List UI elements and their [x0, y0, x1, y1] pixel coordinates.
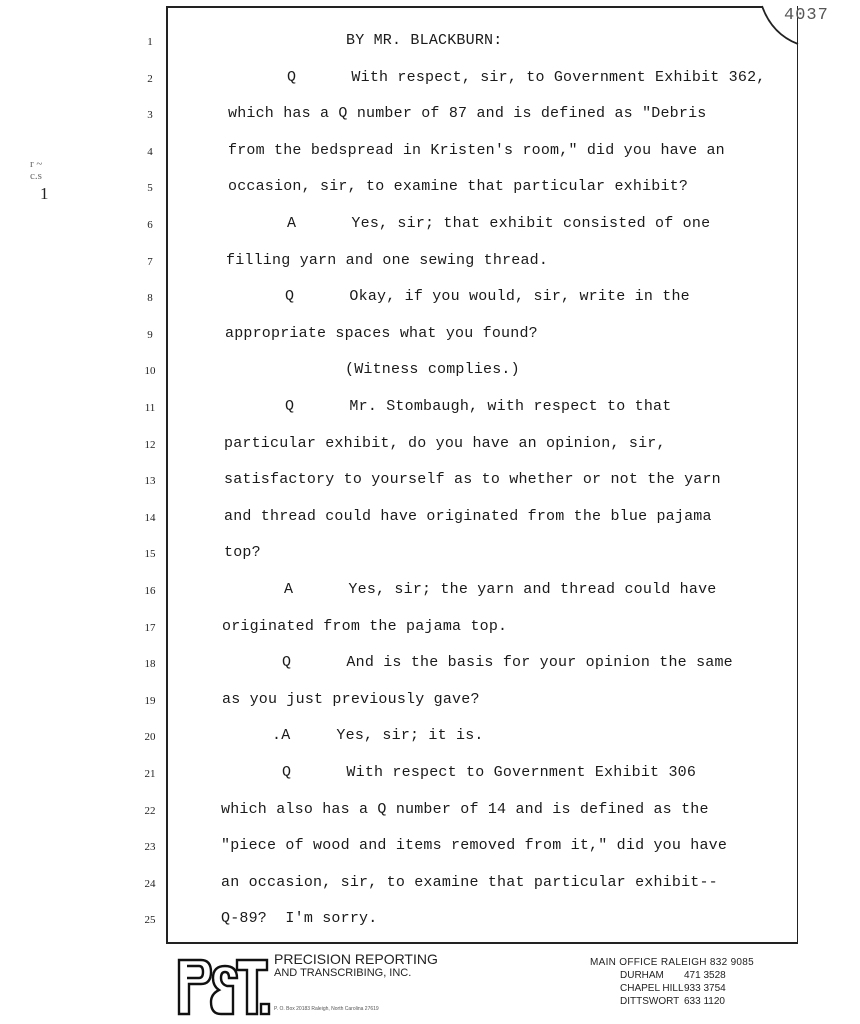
margin-note-top: r ~: [30, 158, 43, 170]
transcript-line: [0, 874, 860, 898]
line-number: 17: [144, 622, 156, 634]
line-number: 11: [144, 402, 156, 414]
line-number: 7: [147, 256, 153, 268]
line-text: appropriate spaces what you found?: [225, 325, 538, 342]
office-city: CHAPEL HILL: [620, 983, 684, 994]
transcript-line: [0, 252, 860, 276]
transcript-line: [0, 32, 860, 56]
transcript-line: [0, 581, 860, 605]
line-text: as you just previously gave?: [222, 691, 480, 708]
office-phone: 471 3528: [684, 970, 726, 981]
line-text: A Yes, sir; the yarn and thread could have: [284, 581, 717, 598]
transcript-line: [0, 801, 860, 825]
line-number: 10: [144, 365, 156, 377]
margin-note-big: 1: [40, 184, 49, 203]
line-text: A Yes, sir; that exhibit consisted of one: [287, 215, 711, 232]
line-text: and thread could have originated from the blue pajama: [224, 508, 712, 525]
transcript-line: [0, 398, 860, 422]
transcript-line: [0, 910, 860, 934]
line-text: occasion, sir, to examine that particular exhibit?: [228, 178, 689, 195]
line-text: (Witness complies.): [345, 361, 520, 378]
company-name-line2: AND TRANSCRIBING, INC.: [274, 967, 412, 979]
transcript-line: [0, 178, 860, 202]
office-row: [590, 969, 754, 982]
line-number: 24: [144, 878, 156, 890]
office-phone: 933 3754: [684, 983, 726, 994]
line-text: Q With respect to Government Exhibit 306: [282, 764, 697, 781]
office-row: [590, 982, 754, 995]
line-number: 8: [147, 292, 153, 304]
line-number: 23: [144, 841, 156, 853]
line-text: which also has a Q number of 14 and is defined as the: [221, 801, 709, 818]
page-footer: [170, 950, 790, 1020]
line-number: 18: [144, 658, 156, 670]
line-number: 22: [144, 805, 156, 817]
line-text: BY MR. BLACKBURN:: [346, 32, 503, 49]
transcript-line: [0, 654, 860, 678]
line-text: filling yarn and one sewing thread.: [226, 252, 549, 269]
line-number: 15: [144, 548, 156, 560]
line-text: originated from the pajama top.: [222, 618, 508, 635]
transcript-line: [0, 435, 860, 459]
transcript-line: [0, 471, 860, 495]
line-number: 5: [147, 182, 153, 194]
transcript-line: [0, 142, 860, 166]
line-number: 19: [144, 695, 156, 707]
line-text: an occasion, sir, to examine that particular exhibit--: [221, 874, 718, 891]
office-phone: 633 1120: [684, 996, 725, 1007]
transcript-line: [0, 618, 860, 642]
line-text: Q With respect, sir, to Government Exhibit 362,: [287, 69, 766, 86]
line-text: Q And is the basis for your opinion the same: [282, 654, 733, 671]
line-text: top?: [224, 544, 261, 561]
office-city: DITTSWORT: [620, 996, 680, 1007]
line-number: 25: [144, 914, 156, 926]
transcript-line: [0, 764, 860, 788]
line-text: Q Okay, if you would, sir, write in the: [285, 288, 690, 305]
transcript-line: [0, 544, 860, 568]
line-number: 2: [147, 73, 153, 85]
line-number: 1: [147, 36, 153, 48]
main-office: MAIN OFFICE RALEIGH 832 9085: [590, 957, 755, 968]
line-number: 21: [144, 768, 156, 780]
transcript-line: [0, 105, 860, 129]
line-number: 6: [147, 219, 153, 231]
line-number: 14: [144, 512, 156, 524]
transcript-line: [0, 508, 860, 532]
line-text: which has a Q number of 87 and is defined as "Debris: [228, 105, 707, 122]
line-text: Q Mr. Stombaugh, with respect to that: [285, 398, 672, 415]
transcript-line: [0, 325, 860, 349]
line-number: 3: [147, 109, 153, 121]
transcript-line: [0, 288, 860, 312]
company-name: [274, 952, 438, 1016]
line-text: "piece of wood and items removed from it," did you have: [221, 837, 728, 854]
line-number: 4: [147, 146, 153, 158]
line-text: from the bedspread in Kristen's room," did you have an: [228, 142, 725, 159]
transcript-line: [0, 69, 860, 93]
line-text: particular exhibit, do you have an opinion, sir,: [224, 435, 666, 452]
line-text: .A Yes, sir; it is.: [272, 727, 484, 744]
line-number: 12: [144, 439, 156, 451]
line-number: 16: [144, 585, 156, 597]
transcript-line: [0, 691, 860, 715]
office-row: [590, 995, 754, 1008]
office-listing: [590, 956, 754, 1008]
margin-note-mid: c.s: [30, 170, 42, 182]
line-text: Q-89? I'm sorry.: [221, 910, 378, 927]
line-text: satisfactory to yourself as to whether or not the yarn: [224, 471, 721, 488]
line-number: 13: [144, 475, 156, 487]
transcript-line: [0, 361, 860, 385]
office-city: DURHAM: [620, 970, 664, 981]
line-number: 9: [147, 329, 153, 341]
transcript-line: [0, 727, 860, 751]
company-address: P. O. Box 20183 Raleigh, North Carolina 27619: [274, 1006, 379, 1012]
company-name-line1: PRECISION REPORTING: [274, 951, 438, 967]
transcript-line: [0, 215, 860, 239]
company-logo-icon: [175, 952, 271, 1018]
page-number: 4037: [784, 6, 829, 25]
transcript-line: [0, 837, 860, 861]
line-number: 20: [144, 731, 156, 743]
